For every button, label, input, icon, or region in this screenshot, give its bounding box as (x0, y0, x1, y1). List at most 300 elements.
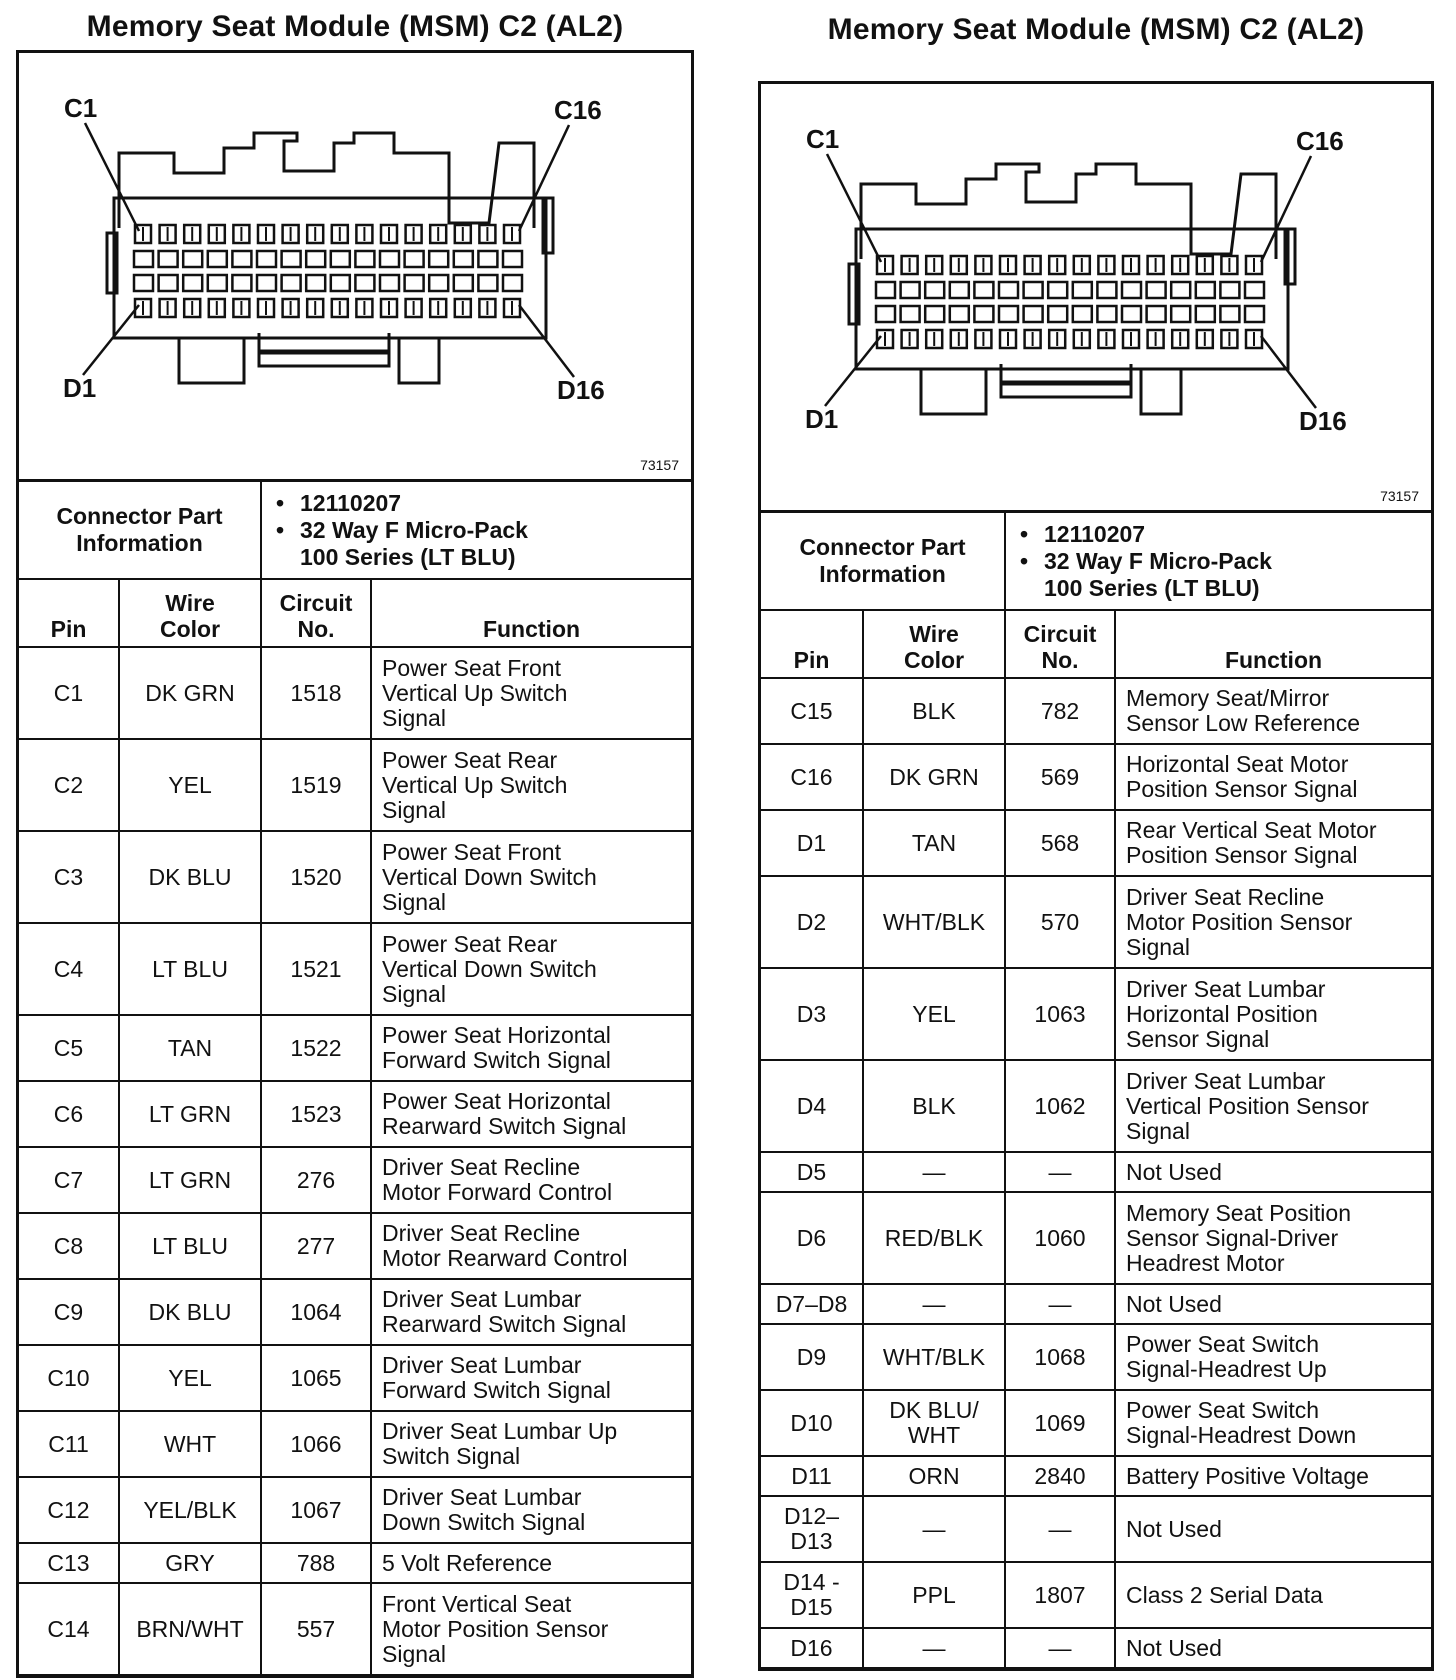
lower-cavity (183, 275, 202, 291)
function-cell-line: Position Sensor Signal (1126, 776, 1358, 802)
function-cell (1115, 1496, 1431, 1562)
wire-color-cell-line: BLK (912, 697, 956, 724)
pin-cell (19, 923, 119, 1015)
function-cell (1115, 1192, 1431, 1284)
function-cell-line: Driver Seat Recline (1126, 883, 1325, 910)
pin-cell-line: D10 (790, 1409, 833, 1436)
right-pinout-table (761, 513, 1431, 1669)
function-cell (371, 923, 691, 1015)
right-connector-info-row (761, 513, 1431, 610)
table-row (761, 968, 1431, 1060)
wire-color-cell (863, 1628, 1005, 1668)
upper-cavity (901, 282, 920, 298)
wire-color-cell-line: DK GRN (145, 679, 235, 706)
wire-color-cell-line: YEL (912, 1000, 956, 1027)
lower-cavity (232, 275, 251, 291)
wire-color-cell (119, 1477, 261, 1543)
upper-cavity (1147, 282, 1166, 298)
wire-color-cell (863, 1456, 1005, 1496)
upper-cavity (208, 251, 227, 267)
function-cell-line: Power Seat Front (382, 654, 561, 681)
circuit-cell (1005, 1324, 1115, 1390)
pin-cell-line: D7–D8 (775, 1290, 848, 1317)
function-cell-line: Signal (382, 1640, 446, 1667)
lower-cavity (355, 275, 374, 291)
wire-color-cell (863, 1152, 1005, 1192)
wire-color-cell (119, 1015, 261, 1081)
circuit-cell (261, 1279, 371, 1345)
pin-cell-line: C13 (47, 1549, 90, 1576)
upper-cavity (1171, 282, 1190, 298)
circuit-cell-line: 1521 (290, 955, 342, 982)
left-header-function: Function (371, 579, 691, 647)
wire-color-cell-line: — (922, 1515, 946, 1542)
function-cell-line: Horizontal Position (1126, 1000, 1318, 1027)
right-part-number: • 12110207 (1020, 520, 1146, 547)
lower-cavity (925, 306, 944, 322)
wire-color-cell-line: LT GRN (148, 1166, 232, 1193)
pin-cell (19, 1279, 119, 1345)
right-label-c1: C1 (806, 124, 840, 154)
lower-cavity (503, 275, 522, 291)
lower-cavity (1024, 306, 1043, 322)
table-row (761, 1192, 1431, 1284)
upper-cavity (1245, 282, 1264, 298)
pin-cell (761, 1628, 863, 1668)
upper-cavity (306, 251, 325, 267)
table-row (19, 923, 691, 1015)
pin-cell-line: C7 (53, 1166, 84, 1193)
function-cell-line: Motor Position Sensor (382, 1615, 609, 1642)
lower-cavity (1097, 306, 1116, 322)
function-cell-line: Front Vertical Seat (382, 1590, 572, 1617)
wire-color-cell (863, 678, 1005, 744)
circuit-cell-line: 1523 (290, 1100, 342, 1127)
pin-cell-line: D6 (796, 1224, 827, 1251)
function-cell-line: Switch Signal (382, 1443, 521, 1469)
upper-cavity (429, 251, 448, 267)
upper-cavity (380, 251, 399, 267)
circuit-cell-line: 1807 (1034, 1581, 1086, 1608)
table-row (19, 647, 691, 739)
function-cell-line: Forward Switch Signal (382, 1047, 611, 1073)
left-table-body (19, 647, 691, 1675)
left-figure-number: 73157 (640, 457, 679, 473)
wire-color-cell (863, 1324, 1005, 1390)
function-cell-line: Forward Switch Signal (382, 1377, 611, 1403)
upper-cavity (950, 282, 969, 298)
upper-cavity (282, 251, 301, 267)
wire-color-cell-line: DK BLU (148, 863, 232, 890)
lower-cavity (1122, 306, 1141, 322)
table-row (19, 1583, 691, 1675)
pin-cell (19, 1411, 119, 1477)
pin-cell-line: D11 (791, 1462, 832, 1489)
lower-cavity (950, 306, 969, 322)
function-cell-line: Power Seat Rear (382, 746, 558, 773)
function-cell (1115, 744, 1431, 810)
left-part-series: 100 Series (LT BLU) (300, 543, 516, 570)
pin-cell (19, 739, 119, 831)
circuit-cell (1005, 1192, 1115, 1284)
function-cell-line: Sensor Signal (1126, 1025, 1270, 1052)
lower-cavity (1245, 306, 1264, 322)
pin-cell-line: C12 (47, 1496, 90, 1523)
pin-cell-line: D1 (796, 829, 827, 856)
function-cell-line: Rear Vertical Seat Motor (1126, 817, 1377, 843)
right-connector-label-line2: Information (819, 561, 946, 587)
table-row (19, 1345, 691, 1411)
function-cell-line: Rearward Switch Signal (382, 1113, 627, 1139)
wire-color-cell (119, 923, 261, 1015)
leader-c1 (85, 123, 139, 231)
table-row (761, 1628, 1431, 1668)
wire-color-cell-line: YEL/BLK (143, 1496, 237, 1523)
wire-color-cell (119, 1583, 261, 1675)
function-cell-line: Motor Forward Control (382, 1179, 613, 1205)
left-label-c16: C16 (554, 95, 602, 125)
table-row (761, 876, 1431, 968)
circuit-cell (1005, 876, 1115, 968)
table-row (761, 744, 1431, 810)
upper-cavity (478, 251, 497, 267)
circuit-cell (261, 1477, 371, 1543)
function-cell-line: Signal (382, 980, 446, 1007)
lower-cavity (478, 275, 497, 291)
circuit-cell (261, 1583, 371, 1675)
table-row (19, 1411, 691, 1477)
table-row (19, 1015, 691, 1081)
upper-cavity (183, 251, 202, 267)
pin-cell (19, 1081, 119, 1147)
left-title: Memory Seat Module (MSM) C2 (AL2) (86, 10, 624, 43)
wire-color-cell (863, 876, 1005, 968)
lower-cavity (257, 275, 276, 291)
wire-color-cell-line: RED/BLK (884, 1224, 984, 1251)
lower-cavity (1196, 306, 1215, 322)
pin-cell (761, 1192, 863, 1284)
leader-c1 (827, 154, 881, 262)
left-part-desc: • 32 Way F Micro-Pack (276, 516, 528, 543)
circuit-cell (261, 1081, 371, 1147)
lower-cavity (876, 306, 895, 322)
wire-color-cell-line: DK BLU (148, 1298, 232, 1325)
function-cell-line: Not Used (1126, 1634, 1222, 1661)
circuit-cell (261, 1345, 371, 1411)
function-cell-line: Signal-Headrest Down (1126, 1422, 1357, 1448)
circuit-cell (1005, 1496, 1115, 1562)
function-cell-line: Motor Position Sensor (1126, 908, 1353, 935)
circuit-cell-line: — (1048, 1634, 1072, 1661)
function-cell (1115, 1324, 1431, 1390)
upper-cavity (1024, 282, 1043, 298)
lower-cavity (380, 275, 399, 291)
lower-cavity (974, 306, 993, 322)
leader-d1 (825, 336, 881, 406)
left-connector-info (261, 482, 691, 579)
wire-color-cell-line: — (922, 1634, 946, 1661)
wire-color-cell-line: LT GRN (148, 1100, 232, 1127)
function-cell (1115, 1456, 1431, 1496)
pin-cell (19, 1477, 119, 1543)
circuit-cell (1005, 1390, 1115, 1456)
right-table-body (761, 678, 1431, 1668)
function-cell (1115, 678, 1431, 744)
wire-color-cell (863, 1060, 1005, 1152)
circuit-cell (1005, 1562, 1115, 1628)
function-cell-line: Not Used (1126, 1515, 1222, 1542)
circuit-cell (261, 1147, 371, 1213)
circuit-cell-line: 568 (1040, 829, 1080, 856)
circuit-cell (261, 1015, 371, 1081)
circuit-cell-line: 1062 (1034, 1092, 1086, 1119)
function-cell (1115, 1628, 1431, 1668)
lower-cavity (1220, 306, 1239, 322)
right-figure-number: 73157 (1380, 488, 1419, 504)
pin-cell (19, 1583, 119, 1675)
circuit-cell-line: 782 (1040, 697, 1080, 724)
circuit-cell (261, 1543, 371, 1583)
pin-cell-line: C2 (53, 771, 84, 798)
function-cell-line: Signal (382, 704, 446, 731)
pin-cell-line: D5 (796, 1158, 827, 1185)
wire-color-cell-line: ORN (908, 1462, 960, 1489)
table-row (761, 1060, 1431, 1152)
circuit-cell (261, 739, 371, 831)
pin-cell-line: C14 (47, 1615, 90, 1642)
function-cell-line: Headrest Motor (1126, 1249, 1285, 1276)
pin-cell-line: D2 (796, 908, 827, 935)
wire-color-cell-line: DK GRN (889, 763, 979, 790)
circuit-cell-line: 1518 (290, 679, 342, 706)
function-cell (1115, 810, 1431, 876)
upper-cavity (1073, 282, 1092, 298)
circuit-cell-line: 1069 (1034, 1409, 1086, 1436)
table-row (19, 1543, 691, 1583)
pin-cell (761, 1562, 863, 1628)
circuit-cell (1005, 1152, 1115, 1192)
upper-cavity (1220, 282, 1239, 298)
function-cell-line: Signal (1126, 1117, 1190, 1144)
circuit-cell-line: 557 (296, 1615, 336, 1642)
circuit-cell (261, 923, 371, 1015)
left-header-wire-color: Wire Color (119, 579, 261, 647)
function-cell-line: Vertical Up Switch (382, 679, 568, 706)
right-connector-info (1005, 513, 1431, 610)
right-label-c16: C16 (1296, 126, 1344, 156)
left-header-row (19, 579, 691, 647)
wire-color-cell-line: GRY (165, 1549, 215, 1576)
wire-color-cell (119, 1543, 261, 1583)
table-row (19, 739, 691, 831)
wire-color-cell-line: WHT/BLK (882, 908, 986, 935)
wire-color-cell-line: BLK (912, 1092, 956, 1119)
function-cell-line: Vertical Down Switch (382, 863, 597, 890)
function-cell (1115, 1060, 1431, 1152)
function-cell-line: Position Sensor Signal (1126, 842, 1358, 868)
function-cell-line: Sensor Signal-Driver (1126, 1224, 1339, 1251)
left-label-d1: D1 (63, 373, 97, 403)
pin-cell (761, 1390, 863, 1456)
circuit-cell-line: 1064 (290, 1298, 342, 1325)
circuit-cell-line: 1060 (1034, 1224, 1086, 1251)
circuit-cell (1005, 810, 1115, 876)
function-cell (371, 1213, 691, 1279)
circuit-cell (1005, 678, 1115, 744)
connector-bottom-detail (921, 364, 1181, 414)
upper-cavity (1048, 282, 1067, 298)
circuit-cell-line: 570 (1040, 908, 1080, 935)
right-header-wire-color: Wire Color (863, 610, 1005, 678)
right-connector-label-line1: Connector Part (799, 534, 966, 560)
pin-cell-line: D13 (790, 1528, 833, 1554)
wire-color-cell (119, 1279, 261, 1345)
function-cell (371, 739, 691, 831)
upper-cavity (134, 251, 153, 267)
pin-cell (19, 1345, 119, 1411)
function-cell-line: Driver Seat Lumbar (382, 1484, 582, 1510)
function-cell-line: Rearward Switch Signal (382, 1311, 627, 1337)
table-row (19, 1081, 691, 1147)
connector-right-tab (543, 198, 553, 253)
circuit-cell-line: 1065 (290, 1364, 342, 1391)
right-header-circuit: Circuit No. (1005, 610, 1115, 678)
lower-cavity (134, 275, 153, 291)
left-part-number: • 12110207 (276, 489, 402, 516)
lower-cavity (999, 306, 1018, 322)
circuit-cell (261, 831, 371, 923)
pin-cell (761, 1284, 863, 1324)
lower-cavity (306, 275, 325, 291)
circuit-cell-line: 788 (296, 1549, 336, 1576)
wire-color-cell-line: DK BLU/ (889, 1397, 979, 1423)
pin-cell (19, 831, 119, 923)
function-cell (371, 1583, 691, 1675)
circuit-cell-line: 1520 (290, 863, 342, 890)
right-title: Memory Seat Module (MSM) C2 (AL2) (827, 13, 1365, 46)
pin-cell (761, 1456, 863, 1496)
upper-cavity (405, 251, 424, 267)
function-cell-line: Power Seat Horizontal (382, 1088, 611, 1114)
upper-cavity (999, 282, 1018, 298)
lower-cavity (1147, 306, 1166, 322)
pin-cell (761, 1060, 863, 1152)
table-row (19, 1147, 691, 1213)
upper-cavity (1097, 282, 1116, 298)
circuit-cell (261, 1213, 371, 1279)
pin-cell (761, 1324, 863, 1390)
pin-cell-line: C11 (48, 1430, 89, 1457)
upper-cavity (1122, 282, 1141, 298)
function-cell (371, 1411, 691, 1477)
pin-cell-line: D3 (796, 1000, 827, 1027)
pin-cell (19, 647, 119, 739)
function-cell (371, 831, 691, 923)
right-label-d1: D1 (805, 404, 839, 434)
pin-cell (761, 744, 863, 810)
pin-cell-line: C16 (790, 763, 833, 790)
wire-color-cell-line: PPL (912, 1581, 956, 1608)
connector-left-tab (849, 264, 859, 324)
pin-cell-line: C3 (53, 863, 84, 890)
wire-color-cell-line: TAN (911, 829, 957, 856)
left-label-c1: C1 (64, 93, 98, 123)
function-cell (1115, 1562, 1431, 1628)
function-cell-line: Driver Seat Lumbar (382, 1286, 582, 1312)
function-cell (371, 1543, 691, 1583)
circuit-cell-line: 569 (1040, 763, 1080, 790)
left-connector-label-line1: Connector Part (56, 503, 223, 529)
table-row (761, 810, 1431, 876)
function-cell-line: Power Seat Switch (1126, 1397, 1320, 1423)
upper-cavity (331, 251, 350, 267)
upper-cavity (232, 251, 251, 267)
pin-cell-line: D9 (796, 1343, 827, 1370)
function-cell-line: Power Seat Rear (382, 930, 558, 957)
wire-color-cell (863, 968, 1005, 1060)
function-cell-line: Power Seat Front (382, 838, 561, 865)
function-cell-line: Signal (382, 796, 446, 823)
function-cell-line: Motor Rearward Control (382, 1245, 628, 1271)
connector-top-outline (119, 133, 534, 228)
function-cell-line: Power Seat Horizontal (382, 1022, 611, 1048)
right-part-desc: • 32 Way F Micro-Pack (1020, 547, 1272, 574)
circuit-cell (1005, 1284, 1115, 1324)
table-row (761, 678, 1431, 744)
pin-cell-line: C15 (790, 697, 833, 724)
circuit-cell-line: 2840 (1034, 1462, 1086, 1489)
lower-cavity (331, 275, 350, 291)
table-row (761, 1456, 1431, 1496)
circuit-cell (1005, 1628, 1115, 1668)
function-cell-line: Driver Seat Lumbar (382, 1352, 582, 1378)
leader-d1 (83, 305, 139, 375)
function-cell (371, 1081, 691, 1147)
function-cell (371, 1477, 691, 1543)
function-cell-line: Vertical Down Switch (382, 955, 597, 982)
pin-cell (19, 1015, 119, 1081)
left-connector-diagram (19, 53, 691, 482)
left-connector-info-row (19, 482, 691, 579)
circuit-cell (1005, 744, 1115, 810)
circuit-cell (1005, 1456, 1115, 1496)
table-row (761, 1152, 1431, 1192)
function-cell (1115, 1390, 1431, 1456)
function-cell-line: Vertical Up Switch (382, 771, 568, 798)
upper-cavity (1196, 282, 1215, 298)
left-connector-label-line2: Information (76, 530, 203, 556)
upper-cavity (454, 251, 473, 267)
wire-color-cell (863, 1496, 1005, 1562)
wire-color-cell-line: LT BLU (152, 955, 228, 982)
function-cell-line: Class 2 Serial Data (1126, 1581, 1323, 1608)
circuit-cell-line: 1068 (1034, 1343, 1086, 1370)
lower-cavity (208, 275, 227, 291)
pin-cell (19, 1213, 119, 1279)
upper-cavity (925, 282, 944, 298)
table-row (19, 1279, 691, 1345)
right-header-pin: Pin (761, 610, 863, 678)
lower-cavity (901, 306, 920, 322)
wire-color-cell (119, 1081, 261, 1147)
table-row (761, 1562, 1431, 1628)
function-cell-line: Driver Seat Recline (382, 1154, 581, 1180)
wire-color-cell (863, 1562, 1005, 1628)
right-connector-diagram (761, 84, 1431, 513)
wire-color-cell (863, 1390, 1005, 1456)
circuit-cell-line: 1522 (290, 1034, 342, 1061)
function-cell-line: Power Seat Switch (1126, 1331, 1320, 1357)
